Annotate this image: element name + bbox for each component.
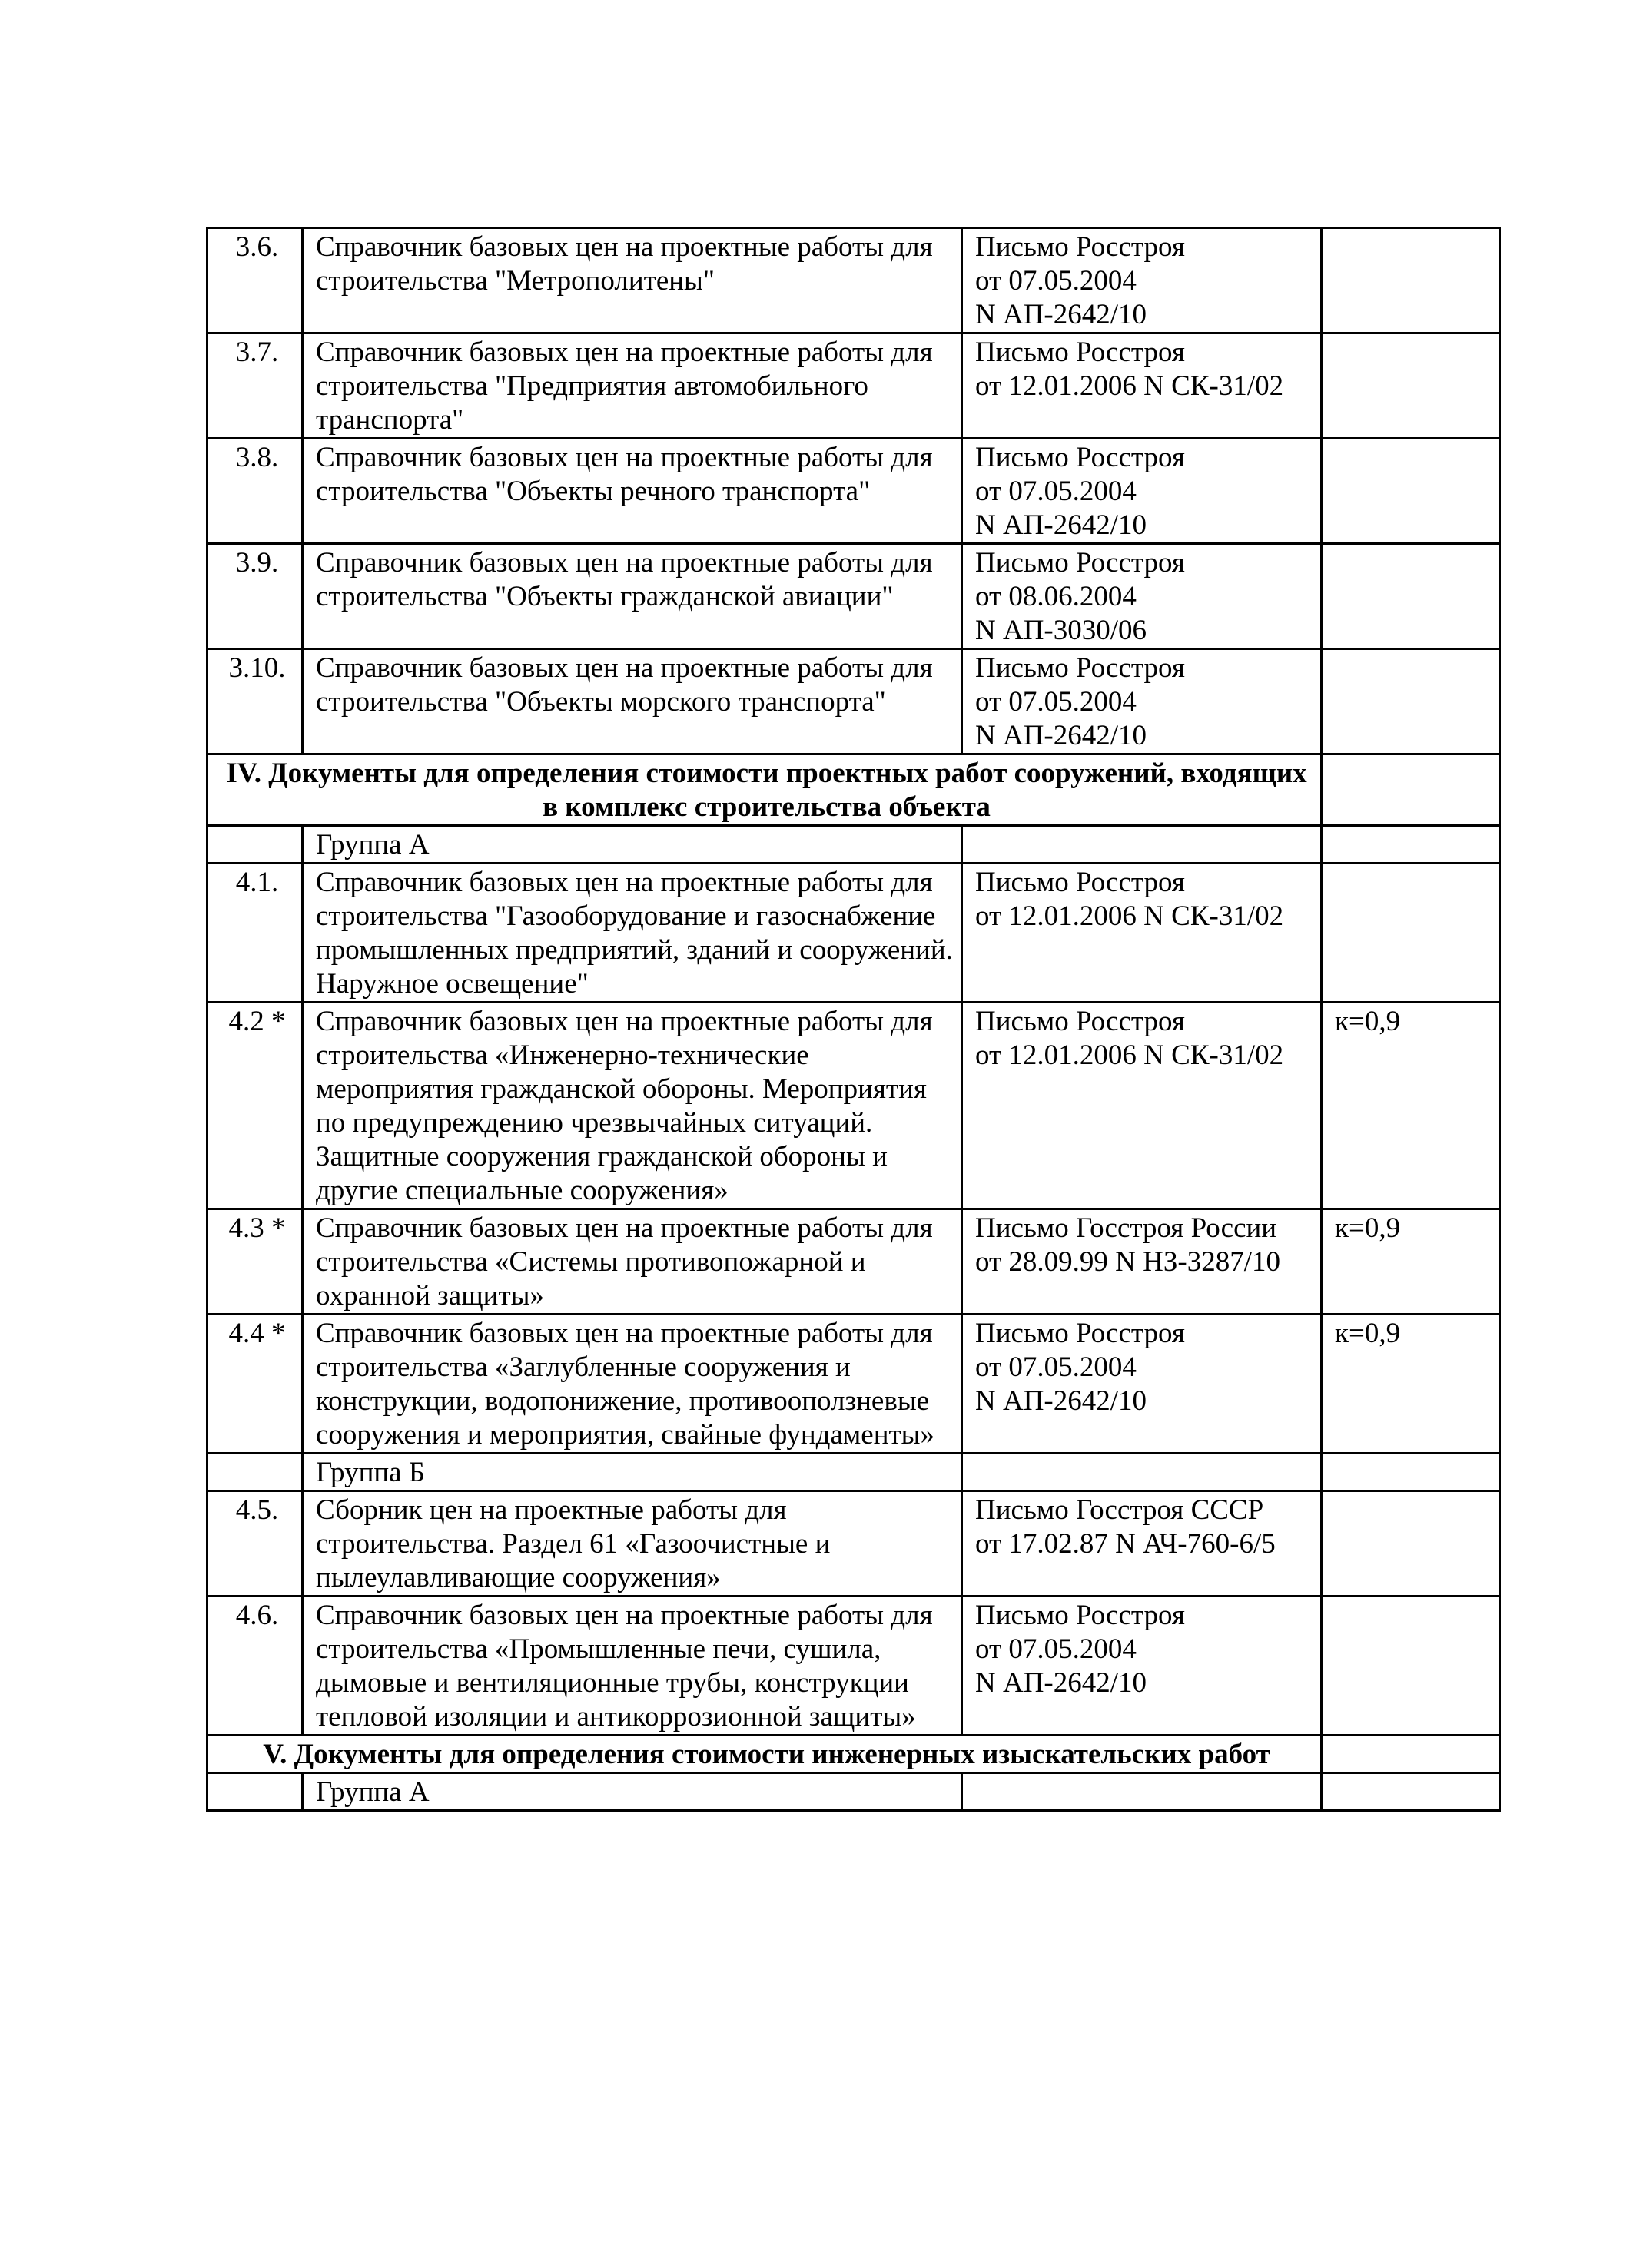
- row-number: 3.7.: [207, 333, 303, 439]
- note-cell: [1322, 1736, 1500, 1773]
- note-cell: к=0,9: [1322, 1209, 1500, 1315]
- row-number: 4.2 *: [207, 1003, 303, 1209]
- row-number: 4.5.: [207, 1491, 303, 1597]
- section-heading-row: [207, 1736, 1500, 1773]
- document-title: Справочник базовых цен на проектные работы для строительства «Промышленные печи, сушила, дымовые и вентиляционные трубы, конструкции тепловой изоляции и антикоррозионной защиты»: [303, 1597, 962, 1736]
- table-row: [207, 439, 1500, 544]
- approval-reference: Письмо Росстроя от 12.01.2006 N СК-31/02: [962, 1003, 1322, 1209]
- row-number: 4.3 *: [207, 1209, 303, 1315]
- document-title: Справочник базовых цен на проектные работы для строительства «Заглубленные сооружения и конструкции, водопонижение, противооползневые сооружения и мероприятия, свайные фундаменты»: [303, 1315, 962, 1454]
- approval-reference: Письмо Росстроя от 07.05.2004 N АП-2642/10: [962, 649, 1322, 754]
- table-row: [207, 864, 1500, 1003]
- document-title: Справочник базовых цен на проектные работы для строительства "Предприятия автомобильного транспорта": [303, 333, 962, 439]
- row-number: [207, 1773, 303, 1811]
- row-number: 4.4 *: [207, 1315, 303, 1454]
- document-title: Справочник базовых цен на проектные работы для строительства «Системы противопожарной и охранной защиты»: [303, 1209, 962, 1315]
- approval-reference: Письмо Росстроя от 12.01.2006 N СК-31/02: [962, 864, 1322, 1003]
- document-title: Справочник базовых цен на проектные работы для строительства "Объекты гражданской авиации": [303, 544, 962, 649]
- document-title: Справочник базовых цен на проектные работы для строительства "Газооборудование и газоснабжение промышленных предприятий, зданий и сооружений. Наружное освещение": [303, 864, 962, 1003]
- note-cell: [1322, 864, 1500, 1003]
- row-number: [207, 1454, 303, 1491]
- table-row: [207, 544, 1500, 649]
- group-row: [207, 1454, 1500, 1491]
- section-v-heading: V. Документы для определения стоимости инженерных изыскательских работ: [207, 1736, 1322, 1773]
- approval-reference: Письмо Госстроя СССР от 17.02.87 N АЧ-760-6/5: [962, 1491, 1322, 1597]
- table-row: [207, 1597, 1500, 1736]
- group-label: Группа А: [303, 1773, 962, 1811]
- note-cell: [1322, 228, 1500, 333]
- approval-reference: Письмо Росстроя от 12.01.2006 N СК-31/02: [962, 333, 1322, 439]
- table-row: [207, 649, 1500, 754]
- note-cell: к=0,9: [1322, 1003, 1500, 1209]
- row-number: [207, 826, 303, 864]
- note-cell: [1322, 544, 1500, 649]
- table-row: [207, 228, 1500, 333]
- approval-reference: [962, 1454, 1322, 1491]
- section-heading-row: [207, 754, 1500, 826]
- note-cell: к=0,9: [1322, 1315, 1500, 1454]
- approval-reference: Письмо Росстроя от 07.05.2004 N АП-2642/10: [962, 1597, 1322, 1736]
- note-cell: [1322, 1491, 1500, 1597]
- group-label: Группа Б: [303, 1454, 962, 1491]
- note-cell: [1322, 333, 1500, 439]
- group-label: Группа А: [303, 826, 962, 864]
- note-cell: [1322, 649, 1500, 754]
- document-title: Справочник базовых цен на проектные работы для строительства "Объекты морского транспорта": [303, 649, 962, 754]
- row-number: 3.10.: [207, 649, 303, 754]
- note-cell: [1322, 826, 1500, 864]
- row-number: 3.6.: [207, 228, 303, 333]
- table-row: [207, 333, 1500, 439]
- note-cell: [1322, 1454, 1500, 1491]
- approval-reference: Письмо Госстроя России от 28.09.99 N НЗ-3287/10: [962, 1209, 1322, 1315]
- section-iv-heading: IV. Документы для определения стоимости проектных работ сооружений, входящих в комплекс строительства объекта: [207, 754, 1322, 826]
- approval-reference: Письмо Росстроя от 07.05.2004 N АП-2642/10: [962, 228, 1322, 333]
- row-number: 4.1.: [207, 864, 303, 1003]
- approval-reference: [962, 1773, 1322, 1811]
- document-title: Сборник цен на проектные работы для строительства. Раздел 61 «Газоочистные и пылеулавливающие сооружения»: [303, 1491, 962, 1597]
- note-cell: [1322, 754, 1500, 826]
- group-row: [207, 1773, 1500, 1811]
- table-row: [207, 1315, 1500, 1454]
- table-body: [207, 228, 1500, 1811]
- approval-reference: Письмо Росстроя от 07.05.2004 N АП-2642/10: [962, 1315, 1322, 1454]
- row-number: 3.8.: [207, 439, 303, 544]
- approval-reference: [962, 826, 1322, 864]
- row-number: 3.9.: [207, 544, 303, 649]
- reference-table: [206, 227, 1501, 1812]
- table-row: [207, 1491, 1500, 1597]
- document-title: Справочник базовых цен на проектные работы для строительства "Метрополитены": [303, 228, 962, 333]
- table-row: [207, 1209, 1500, 1315]
- approval-reference: Письмо Росстроя от 08.06.2004 N АП-3030/06: [962, 544, 1322, 649]
- approval-reference: Письмо Росстроя от 07.05.2004 N АП-2642/10: [962, 439, 1322, 544]
- row-number: 4.6.: [207, 1597, 303, 1736]
- table-row: [207, 1003, 1500, 1209]
- note-cell: [1322, 1597, 1500, 1736]
- document-title: Справочник базовых цен на проектные работы для строительства "Объекты речного транспорта": [303, 439, 962, 544]
- document-title: Справочник базовых цен на проектные работы для строительства «Инженерно-технические мероприятия гражданской обороны. Мероприятия по предупреждению чрезвычайных ситуаций. Защитные сооружения гражданской обороны и другие специальные сооружения»: [303, 1003, 962, 1209]
- group-row: [207, 826, 1500, 864]
- note-cell: [1322, 439, 1500, 544]
- note-cell: [1322, 1773, 1500, 1811]
